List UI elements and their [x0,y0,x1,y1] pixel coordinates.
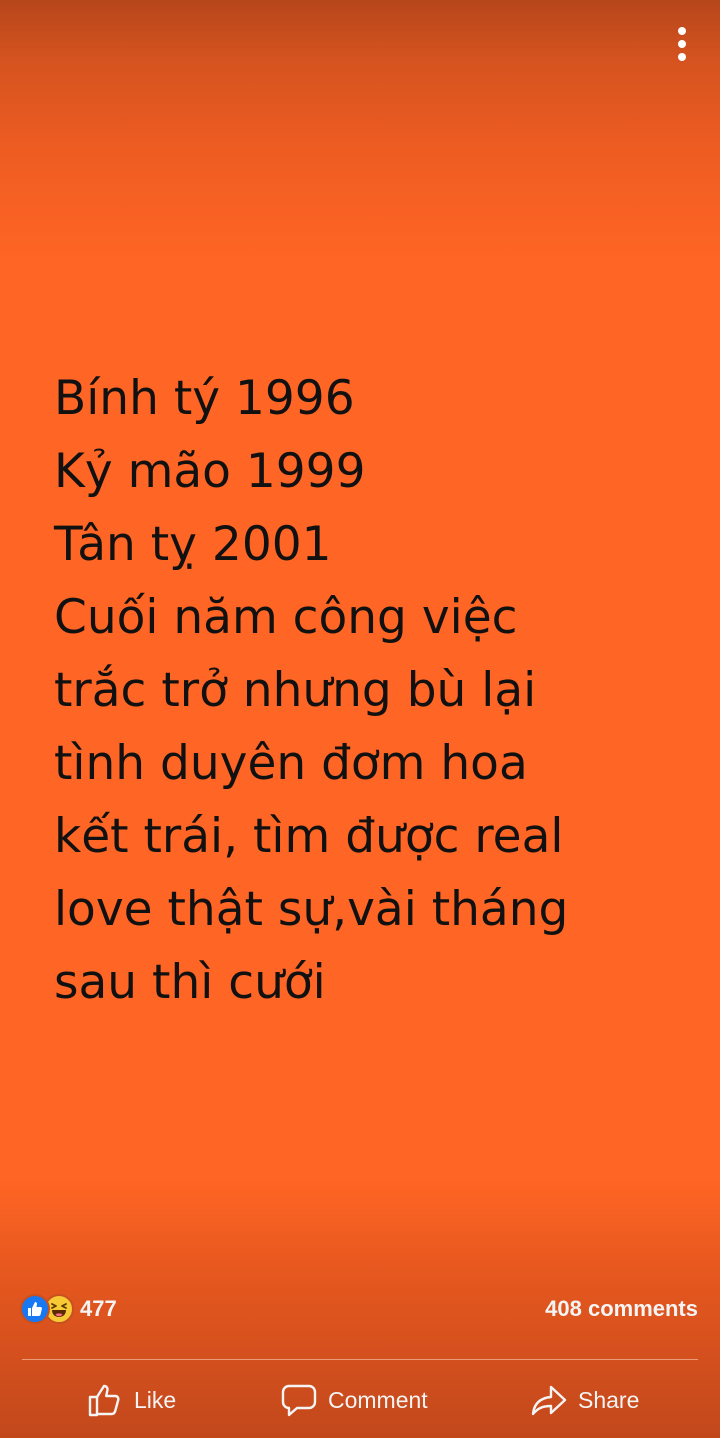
post-text-line: Cuối năm công việc [54,590,518,645]
vertical-ellipsis-icon [678,27,686,35]
share-arrow-icon [530,1381,568,1419]
post-text-line: Kỷ mão 1999 [54,444,366,499]
reactions-summary[interactable] [20,1292,117,1326]
divider [22,1359,698,1360]
comments-count-link[interactable]: 408 comments [545,1296,698,1321]
share-button[interactable] [530,1370,639,1430]
share-label: Share [578,1386,640,1413]
post-text-line: trắc trở nhưng bù lại [54,663,537,718]
post-text-line: Tân tỵ 2001 [54,517,332,572]
like-button[interactable] [86,1370,176,1430]
post-text-line: kết trái, tìm được real [54,809,564,864]
post-text-line: sau thì cưới [54,955,326,1010]
post-text-line: Bính tý 1996 [54,371,355,426]
post-text-line: tình duyên đơm hoa [54,736,528,791]
vertical-ellipsis-icon [678,40,686,48]
post-action-bar [0,1370,720,1430]
comment-label: Comment [328,1386,428,1413]
post-text-line: love thật sự,vài tháng [54,882,569,937]
speech-bubble-icon [280,1381,318,1419]
more-options-button[interactable] [670,22,694,66]
reaction-count: 477 [80,1296,117,1321]
like-label: Like [134,1386,177,1413]
post-text [54,362,674,1019]
like-reaction-icon [20,1294,50,1324]
thumbs-up-icon [86,1381,124,1419]
vertical-ellipsis-icon [678,53,686,61]
comment-button[interactable] [280,1370,428,1430]
